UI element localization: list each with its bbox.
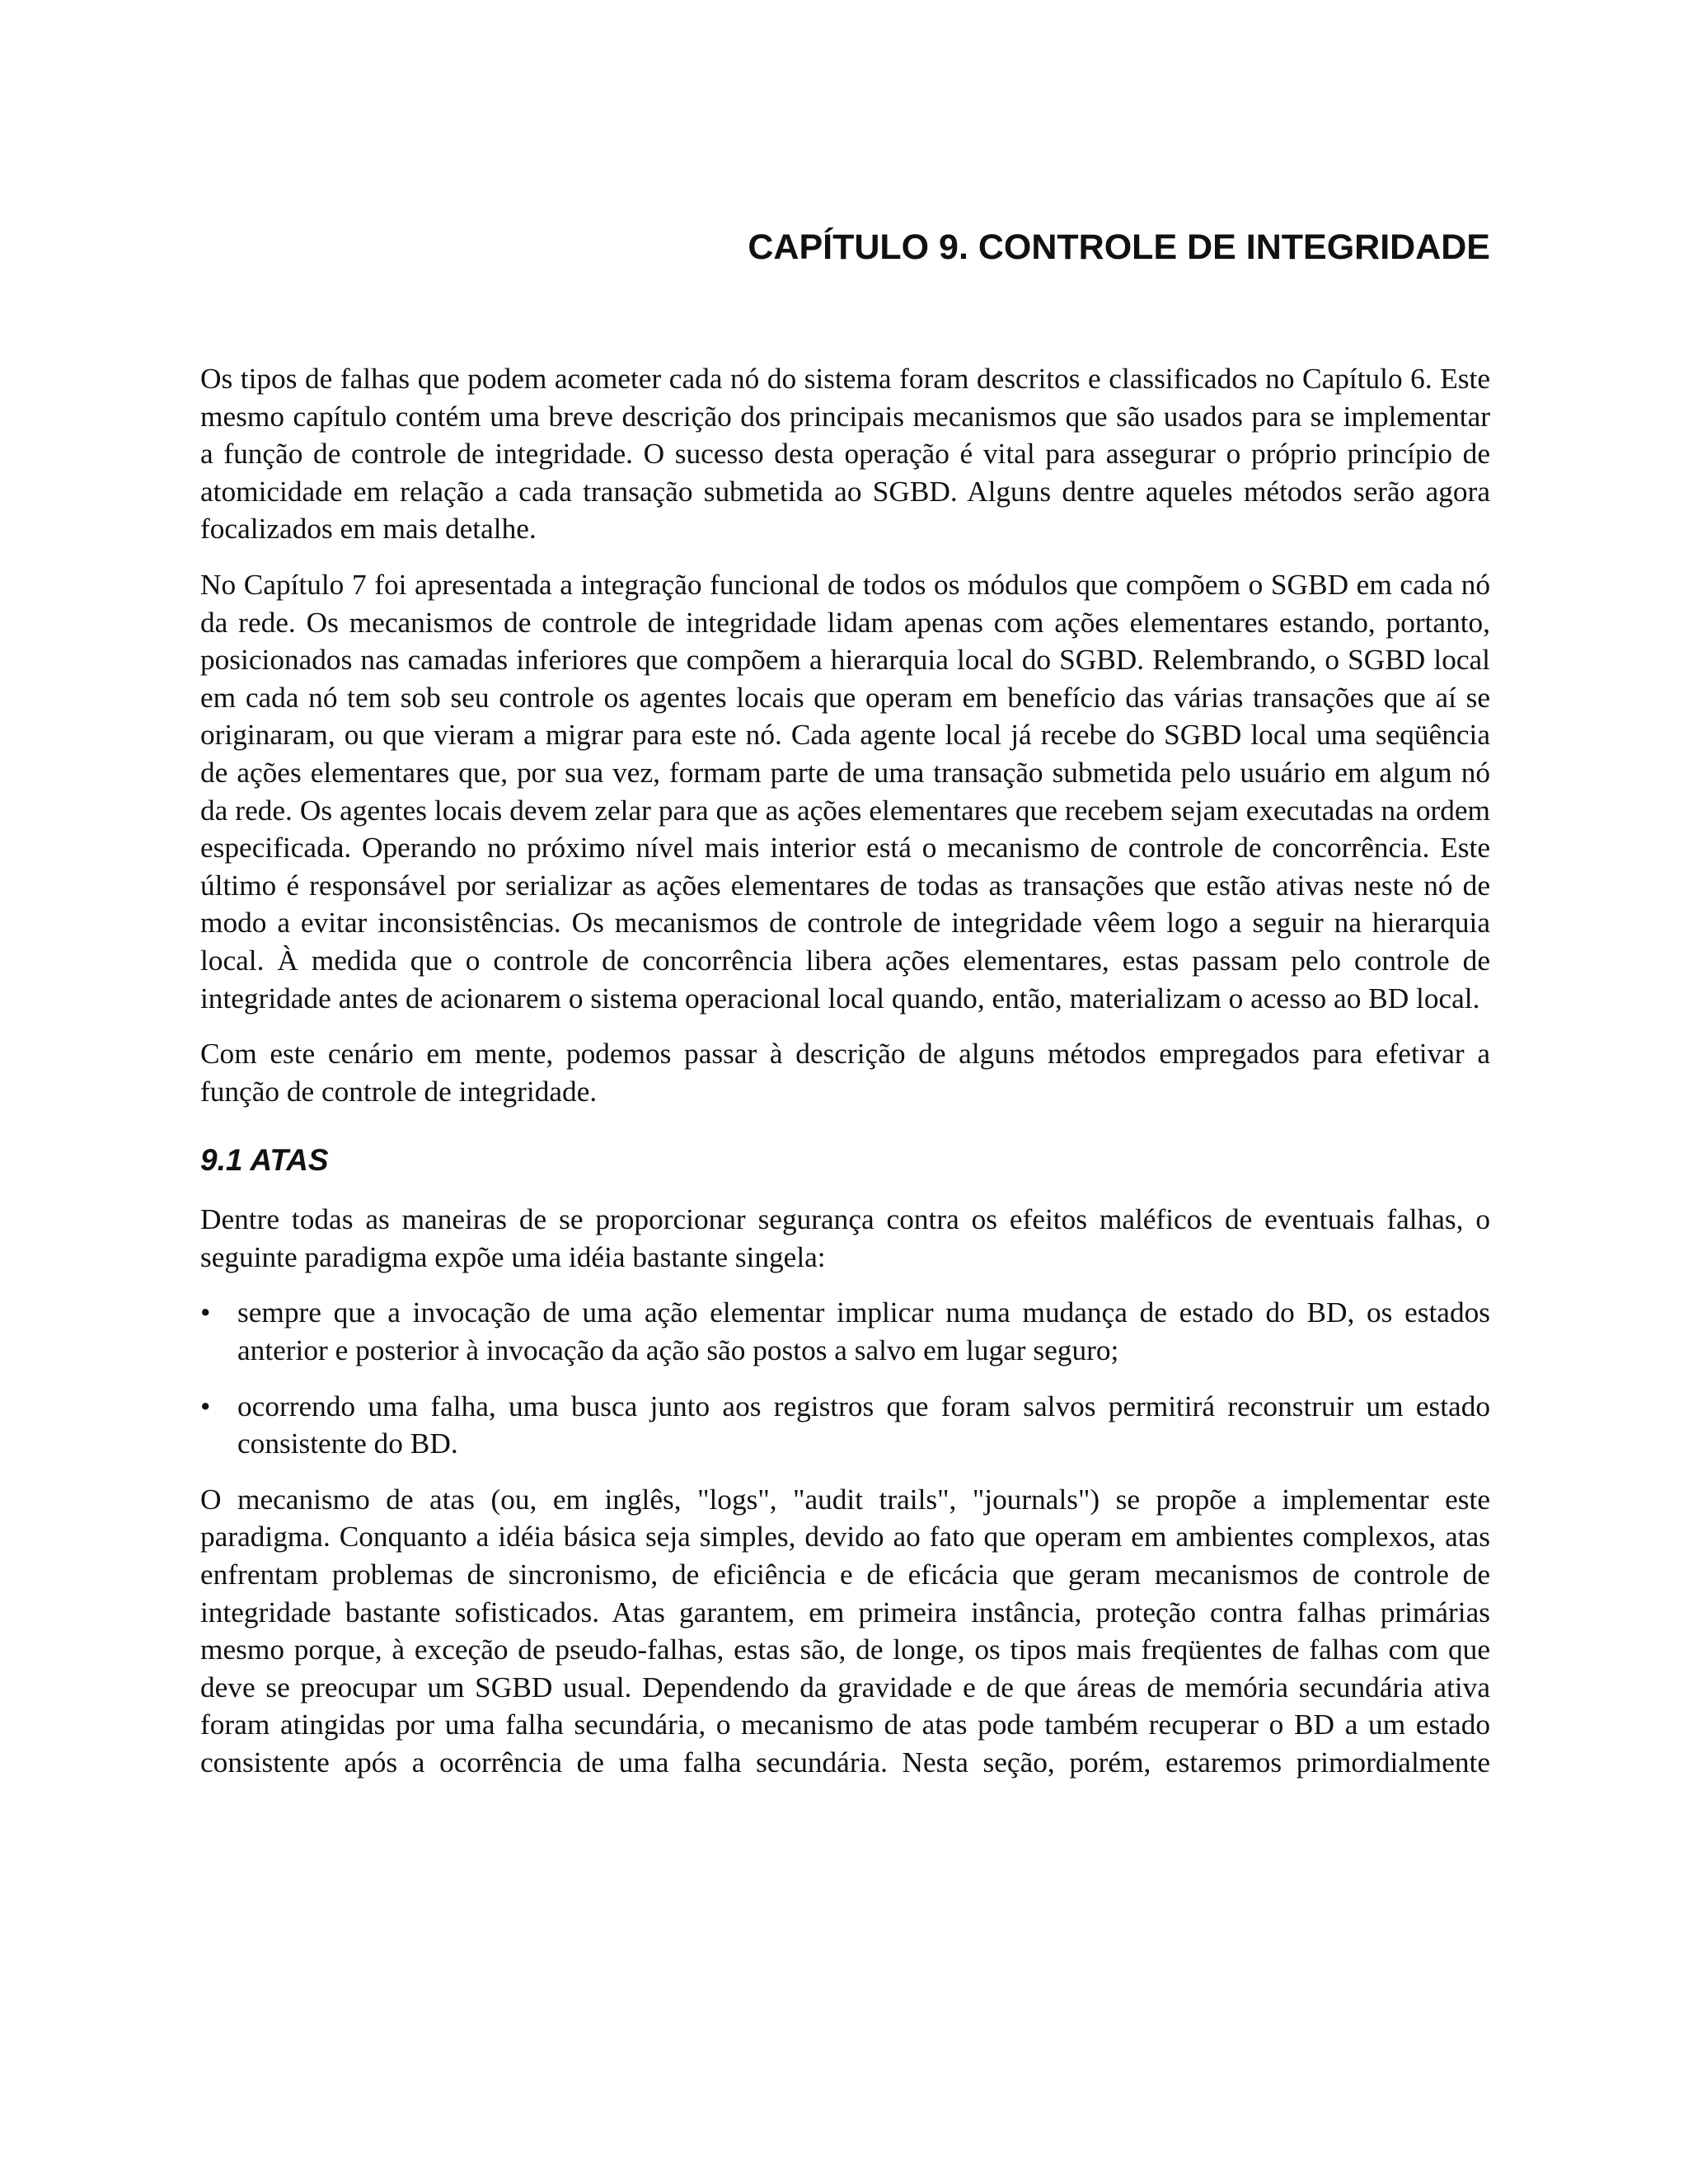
body-text [200,360,1490,1800]
paragraph-integration: No Capítulo 7 foi apresentada a integração funcional de todos os módulos que compõem o SGBD em cada nó da rede. Os mecanismos de controle de integridade lidam apenas com ações elementares estando, portanto, posicionados nas camadas inferiores que compõem a hierarquia local do SGBD. Relembrando, o SGBD local em cada nó tem sob seu controle os agentes locais que operam em benefício das várias transações que aí se originaram, ou que vieram a migrar para este nó. Cada agente local já recebe do SGBD local uma seqüência de ações elementares que, por sua vez, formam parte de uma transação submetida pelo usuário em algum nó da rede. Os agentes locais devem zelar para que as ações elementares que recebem sejam executadas na ordem especificada. Operando no próximo nível mais interior está o mecanismo de controle de concorrência. Este último é responsável por serializar as ações elementares de todas as transações que estão ativas neste nó de modo a evitar inconsistências. Os mecanismos de controle de integridade vêem logo a seguir na hierarquia local. À medida que o controle de concorrência libera ações elementares, estas passam pelo controle de integridade antes de acionarem o sistema operacional local quando, então, materializam o acesso ao BD local. [200,568,1490,1015]
bullet-icon: • [200,1296,211,1329]
paragraph-scenario: Com este cenário em mente, podemos passar à descrição de alguns métodos empregados para efetivar a função de controle de integridade. [200,1038,1490,1108]
bullet-text: sempre que a invocação de uma ação elementar implicar numa mudança de estado do BD, os estados anterior e posterior à invocação da ação são postos a salvo em lugar seguro; [237,1296,1490,1367]
section-heading: 9.1 ATAS [200,1143,329,1178]
bullet-item [200,1388,1490,1463]
section-closing-paragraph: O mecanismo de atas (ou, em inglês, "logs", "audit trails", "journals") se propõe a implementar este paradigma. Conquanto a idéia básica seja simples, devido ao fato que operam em ambientes complexos, atas enfrentam problemas de sincronismo, de eficiência e de eficácia que geram mecanismos de controle de integridade bastante sofisticados. Atas garantem, em primeira instância, proteção contra falhas primárias mesmo porque, à exceção de pseudo-falhas, estas são, de longe, os tipos mais freqüentes de falhas com que deve se preocupar um SGBD usual. Dependendo da gravidade e de que áreas de memória secundária ativa foram atingidas por uma falha secundária, o mecanismo de atas pode também recuperar o BD a um estado consistente após a ocorrência de uma falha secundária. Nesta seção, porém, estaremos primordialmente [200,1483,1490,1779]
bullet-item [200,1294,1490,1369]
paragraph-intro: Os tipos de falhas que podem acometer cada nó do sistema foram descritos e classificados no Capítulo 6. Este mesmo capítulo contém uma breve descrição dos principais mecanismos que são usados para se implementar a função de controle de integridade. O sucesso desta operação é vital para assegurar o próprio princípio de atomicidade em relação a cada transação submetida ao SGBD. Alguns dentre aqueles métodos serão agora focalizados em mais detalhe. [200,363,1490,546]
bullet-icon: • [200,1390,211,1422]
section-intro-paragraph: Dentre todas as maneiras de se proporcionar segurança contra os efeitos maléficos de eventuais falhas, o seguinte paradigma expõe uma idéia bastante singela: [200,1203,1490,1273]
chapter-title: CAPÍTULO 9. CONTROLE DE INTEGRIDADE [748,227,1490,267]
bullet-text: ocorrendo uma falha, uma busca junto aos registros que foram salvos permitirá reconstruir um estado consistente do BD. [237,1390,1490,1460]
bullet-list [200,1294,1490,1462]
